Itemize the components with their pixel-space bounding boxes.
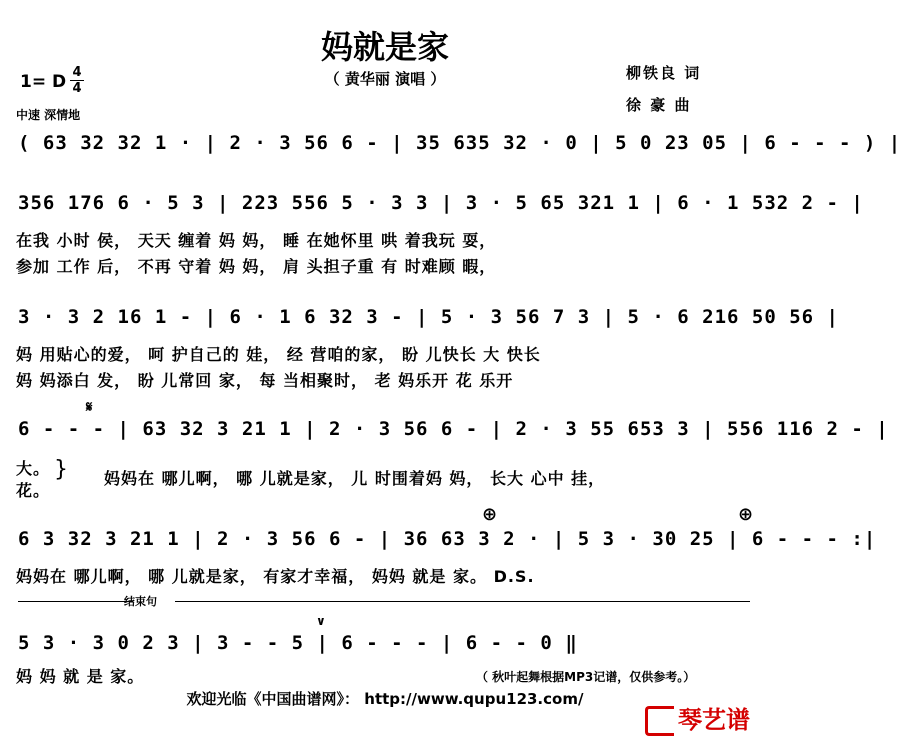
singer-credit: （ 黄华丽 演唱 ） [324,70,446,88]
composer-credit: 徐 豪 曲 [626,96,692,114]
score-row-2-lyric-verse-2: 参加 工作 后， 不再 守着 妈 妈， 肩 头担子重 有 时难顾 暇， [16,257,497,276]
score-row-3-notes: 3 · 3 2 16 1 - | 6 · 1 6 32 3 - | 5 · 3 56 7 3 | 5 · 6 216 50 56 | [18,306,839,328]
ending-section-label: 结束句 [124,595,157,608]
score-row-2-lyric-verse-1: 在我 小时 侯， 天天 缠着 妈 妈， 睡 在她怀里 哄 着我玩 耍， [16,231,497,250]
score-row-6-notes: 5 3 · 3 0 2 3 | 3 - - 5 | 6 - - - | 6 - - 0 ‖ [18,632,578,654]
site-logo [645,700,750,736]
time-signature [70,66,84,95]
transcription-note: （ 秋叶起舞根据MP3记谱，仅供参考。） [476,670,696,684]
logo-text: 琴艺谱 [678,706,750,734]
score-row-3-lyric-verse-1: 妈 用贴心的爱， 呵 护自己的 娃， 经 营咱的家， 盼 儿快长 大 快长 [16,345,541,364]
score-row-4-lyric-end-verse-2: 花。 [16,481,51,500]
song-title: 妈就是家 [320,28,449,66]
coda-sign-2: ⊕ [738,504,754,525]
score-row-4-notes: 6 - - - | 63 32 3 21 1 | 2 · 3 56 6 - | 2 · 3 55 653 3 | 556 116 2 - | [18,418,889,440]
time-signature-top: 4 [72,65,82,80]
coda-sign-1: ⊕ [482,504,498,525]
ending-bracket-left [18,601,133,602]
logo-icon [645,706,674,736]
time-signature-bottom: 4 [72,81,82,96]
score-row-2-notes: 356 176 6 · 5 3 | 223 556 5 · 3 3 | 3 · 5 65 321 1 | 6 · 1 532 2 - | [18,192,864,214]
score-row-1-notes: ( 63 32 32 1 · | 2 · 3 56 6 - | 35 635 32 · 0 | 5 0 23 05 | 6 - - - ) | [18,132,901,154]
lyricist-credit: 柳铁良 词 [626,64,702,82]
score-row-4-lyric: 妈妈在 哪儿啊， 哪 儿就是家， 儿 时围着妈 妈， 长大 心中 挂， [104,469,606,488]
score-row-3-lyric-verse-2: 妈 妈添白 发， 盼 儿常回 家， 每 当相聚时， 老 妈乐开 花 乐开 [16,371,514,390]
segno-sign: 𝄋 [86,398,93,416]
score-row-4-lyric-end-verse-1: 大。 [16,459,51,478]
site-footer: 欢迎光临《中国曲谱网》： http://www.qupu123.com/ [186,690,584,708]
key-signature: 1= D [20,72,67,92]
verse-brace: } [54,457,69,482]
tempo-marking: 中速 深情地 [16,108,81,122]
ending-bracket-right [175,601,750,602]
coda-sign-ending: ∨ [316,614,326,628]
score-row-5-notes: 6 3 32 3 21 1 | 2 · 3 56 6 - | 36 63 3 2 · | 5 3 · 30 25 | 6 - - - :| [18,528,877,550]
score-row-6-lyric: 妈 妈 就 是 家。 [16,667,145,686]
score-row-5-lyric: 妈妈在 哪儿啊， 哪 儿就是家， 有家才幸福， 妈妈 就是 家。 D.S. [16,567,535,586]
